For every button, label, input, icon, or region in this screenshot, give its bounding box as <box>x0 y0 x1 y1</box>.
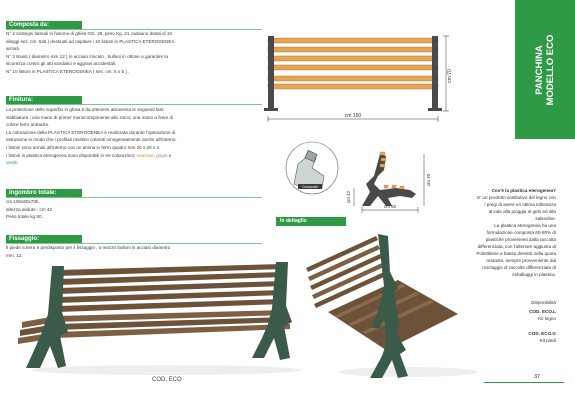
text-line: restante, sempre provveniente dal <box>486 258 556 263</box>
text-line: La colorazione della PLASTICA ETEROGENEA è realizzata durante l'operazione di <box>6 129 176 135</box>
section-heading-dimensions: Ingombro totale: <box>6 189 82 198</box>
section-heading-finish: Finitura: <box>6 96 82 105</box>
title-bar <box>515 0 575 139</box>
code-eco-g-desc: Kit piedi <box>539 338 556 343</box>
text-line: sicurezza contro gli atti vandalici e aggravi accidentali. <box>6 61 117 67</box>
width-dimension-label: cm 150 <box>344 113 362 119</box>
product-code: COD. ECO <box>152 377 182 383</box>
bench-photo-angle <box>298 232 488 380</box>
footer-divider <box>484 382 564 383</box>
text-line: mm. 12. <box>6 252 23 258</box>
front-slats <box>268 38 438 89</box>
dimensions-text <box>6 198 262 221</box>
text-line: estrusione in modo che i profilati risultino colorati omogeneamente anche all'interno. <box>6 137 177 143</box>
section-divider <box>6 104 262 105</box>
text-line: I listoni sono armati all'interno con un anima in ferro quadro mm 20 x 20 x 2. <box>6 144 161 150</box>
text-line: La plastica eterogenea ha una <box>494 223 556 228</box>
product-title-line1: PANCHINA <box>534 45 545 95</box>
product-title-line2: MODELLO ECO <box>545 34 556 106</box>
text-line: alloggi sez. cm. 5x5 ) destinati ad ospitare i 10 listoni in PLASTICA ETEROGENEA <box>6 38 175 44</box>
text-line: imballaggi in plastica. <box>512 272 556 277</box>
availability-info <box>500 299 556 344</box>
composition-text <box>6 30 262 76</box>
text-fragment: e <box>167 152 172 158</box>
text-line: E' un prodotto sostitutivo del legno con <box>477 195 556 200</box>
product-title <box>534 35 556 106</box>
text-line: Peso totale kg 80 . <box>6 214 45 220</box>
text-line: La protezione delle superfici in ghisa è da ottenersi attraverso le seguenti fasi: <box>6 107 165 112</box>
material-question: Cos'è la plastica eterogenea? <box>491 188 556 193</box>
text-line <box>6 152 262 160</box>
text-line: armati. <box>6 46 21 52</box>
text-line: i pregi di avere un ottima tolleranza <box>484 202 556 207</box>
text-line: plastiche provenienti dalla raccolta <box>485 237 556 242</box>
detail-drawing <box>284 138 344 196</box>
backrest-slats <box>58 264 284 312</box>
text-line: formulazione composta 60-80% di <box>486 230 556 235</box>
text-fragment: I listoni in plastica eterogenea sono disponibili in tre colorazioni: <box>6 152 136 158</box>
text-line: cm 150x60x70h. <box>6 199 40 204</box>
text-line: N° 2 sostegni laterali in fusione di ghisa GG. 25, peso Kg. 21 cadauno dotati di 10 <box>6 31 173 36</box>
availability-label: Disponibilità <box>531 300 556 305</box>
front-view-drawing <box>258 18 508 124</box>
text-fragment: , <box>153 152 157 158</box>
fixing-text <box>6 244 262 259</box>
text-line: N° 10 listoni in PLASTICA ETEROGENEA ( sez. cm. 5 x 5 ) . <box>6 68 130 74</box>
side-view-drawing <box>340 150 450 216</box>
text-line: altezza sedute : cm 42 <box>6 206 52 212</box>
section-heading-fixing: Fissaggio: <box>6 235 82 244</box>
text-line: colore ferro antracite. <box>6 122 50 128</box>
side-seat-label: cm 42 <box>346 190 351 204</box>
section-heading-composition: Composta da: <box>6 21 82 30</box>
text-line: Sabbiatura ; una mano di primer monocomponente allo zinco; una mano a finire di <box>6 114 174 120</box>
text-line: N° 3 tiranti ( diametro mm 12 ) in acciaio zincato , bulloni in ottone a garantire la <box>6 53 168 59</box>
detail-label: In dettaglio <box>276 217 346 226</box>
color-option-grey: grigio <box>156 152 168 158</box>
text-line: Poliettilene a bassa densità nella quota <box>476 251 556 256</box>
color-option-green: verde <box>6 160 18 166</box>
side-depth-label: cm 60 <box>383 204 397 209</box>
side-height-label: cm 70 <box>426 173 431 187</box>
finish-text <box>6 106 262 167</box>
side-leg-silhouette <box>362 154 416 206</box>
code-eco-g: COD. ECO.G <box>528 331 556 336</box>
text-line: salsedine. <box>535 216 556 221</box>
page-number: 37 <box>534 374 541 380</box>
text-line: riciclaggio di raccolte differenziate di <box>482 265 556 270</box>
code-eco-l-desc: Kit legno <box>538 316 556 321</box>
bench-photo-front <box>16 262 306 376</box>
code-eco-l: COD. ECO.L <box>529 309 556 314</box>
text-line: Il piede a terra è predisposto per il fissaggio , a mezzo bulloni in acciaio diametro <box>6 245 171 250</box>
text-line <box>6 159 262 167</box>
text-line: differenziata, con l'ulteriore aggiunta di <box>477 244 556 249</box>
height-dimension-label: cm 70 <box>447 69 453 83</box>
text-fragment: . <box>17 160 19 166</box>
text-line: al sole alla pioggia al gelo ed alla <box>488 209 556 214</box>
detail-stamp-label: Comunale <box>302 185 318 189</box>
color-option-brown: marrone <box>136 152 154 158</box>
